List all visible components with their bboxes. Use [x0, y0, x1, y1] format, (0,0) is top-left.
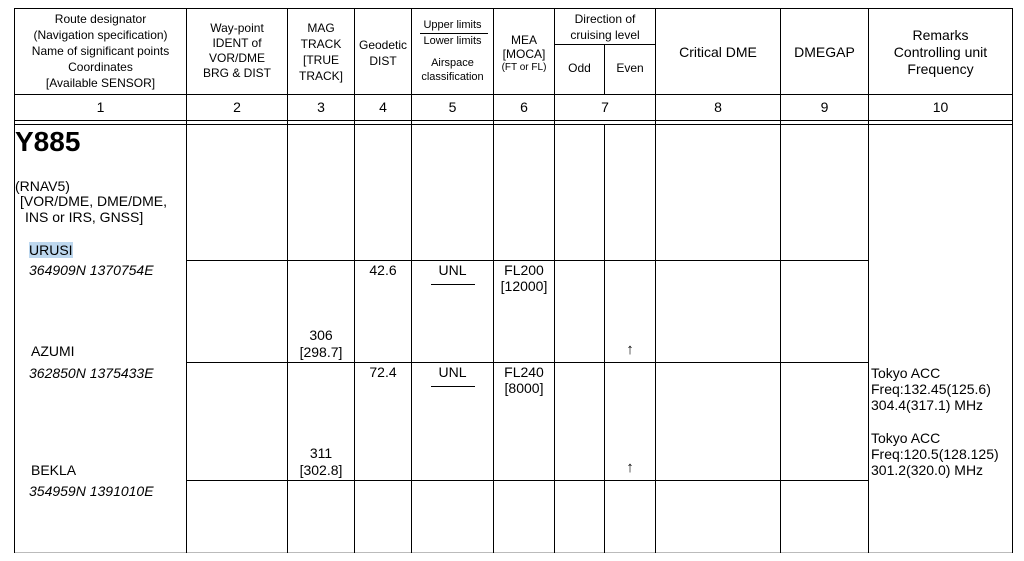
header-col7-odd: Odd — [568, 61, 591, 75]
point-name-azumi: AZUMI — [31, 343, 75, 359]
segment-1-lower-limit-line — [431, 284, 475, 285]
col-line-1 — [186, 8, 187, 553]
header-col1: Route designator (Navigation specification) Name of significant points Coordinates [Available SENSOR] — [31, 12, 170, 90]
col-line-7 — [655, 8, 656, 553]
segment-2-upper-limit: UNL — [438, 364, 467, 380]
col-line-3 — [354, 8, 355, 553]
header-col2: Way-point IDENT of VOR/DME BRG & DIST — [202, 21, 271, 80]
segment-2-mag-track: 311 [302.8] — [299, 445, 343, 478]
nav-spec: (RNAV5) — [15, 178, 70, 194]
available-sensors: [VOR/DME, DME/DME, INS or IRS, GNSS] — [20, 193, 168, 225]
segment-separator-3 — [186, 480, 868, 481]
segment-1-mea: FL200 [12000] — [500, 262, 548, 294]
col-number-4: 4 — [379, 99, 387, 115]
table-border-right — [1012, 8, 1013, 553]
col-number-9: 9 — [820, 99, 829, 115]
col-line-8 — [780, 8, 781, 553]
header-col5-upper: Upper limits — [423, 19, 482, 31]
col-number-3: 3 — [317, 99, 325, 115]
point-coords-bekla: 354959N 1391010E — [29, 483, 154, 499]
segment-2-distance: 72.4 — [369, 364, 397, 380]
limits-divider — [420, 33, 488, 34]
col-number-1: 1 — [96, 99, 105, 115]
col-number-8: 8 — [714, 99, 722, 115]
point-name-bekla: BEKLA — [31, 462, 77, 478]
segment-1-mag-track: 306 [298.7] — [299, 327, 343, 360]
remarks-block-1: Tokyo ACC Freq:132.45(125.6) 304.4(317.1) MHz — [871, 365, 991, 413]
route-designator: Y885 — [15, 126, 81, 157]
header-col3: MAG TRACK [TRUE TRACK] — [298, 21, 343, 83]
remarks-block-2: Tokyo ACC Freq:120.5(128.125) 301.2(320.0) MHz — [871, 430, 999, 478]
table-border-top — [14, 8, 1013, 9]
number-row-separator — [14, 120, 1013, 121]
header-col5-lower: Lower limits — [423, 35, 482, 47]
header-col9: DMEGAP — [794, 44, 855, 60]
point-coords-urusi: 364909N 1370754E — [29, 262, 154, 278]
header-col8: Critical DME — [679, 44, 757, 60]
header-col5-airspace: Airspace classification — [421, 57, 484, 83]
col-number-6: 6 — [520, 99, 528, 115]
header-col4: Geodetic DIST — [358, 38, 408, 68]
segment-separator-2 — [186, 362, 868, 363]
segment-2-lower-limit-line — [431, 386, 475, 387]
col-line-7-mid-body — [604, 124, 605, 553]
segment-2-mea: FL240 [8000] — [504, 364, 544, 396]
segment-1-distance: 42.6 — [369, 262, 397, 278]
col-line-6 — [554, 8, 555, 553]
point-name-urusi — [29, 242, 73, 258]
col-number-7: 7 — [601, 99, 609, 115]
segment-separator-1 — [186, 260, 868, 261]
header-col7-even: Even — [616, 61, 644, 75]
point-coords-azumi: 362850N 1375433E — [29, 365, 154, 381]
point-name-highlight: URUSI — [29, 242, 73, 258]
cruising-divider — [555, 44, 655, 45]
col-number-2: 2 — [233, 99, 241, 115]
header-col10: Remarks Controlling unit Frequency — [893, 27, 988, 77]
col-number-5: 5 — [448, 99, 457, 115]
header-col6: MEA [MOCA] (FT or FL) — [501, 33, 547, 73]
header-separator — [14, 94, 1013, 95]
segment-2-even-arrow: ↑ — [626, 459, 634, 476]
col-line-9 — [868, 8, 869, 553]
segment-1-even-arrow: ↑ — [626, 341, 634, 358]
page-bottom-rule — [14, 552, 1013, 553]
col-number-10: 10 — [932, 99, 949, 115]
segment-1-upper-limit: UNL — [438, 262, 467, 278]
number-row-separator-2 — [14, 124, 1013, 125]
header-col7: Direction of cruising level — [570, 12, 640, 42]
col-line-4 — [411, 8, 412, 553]
